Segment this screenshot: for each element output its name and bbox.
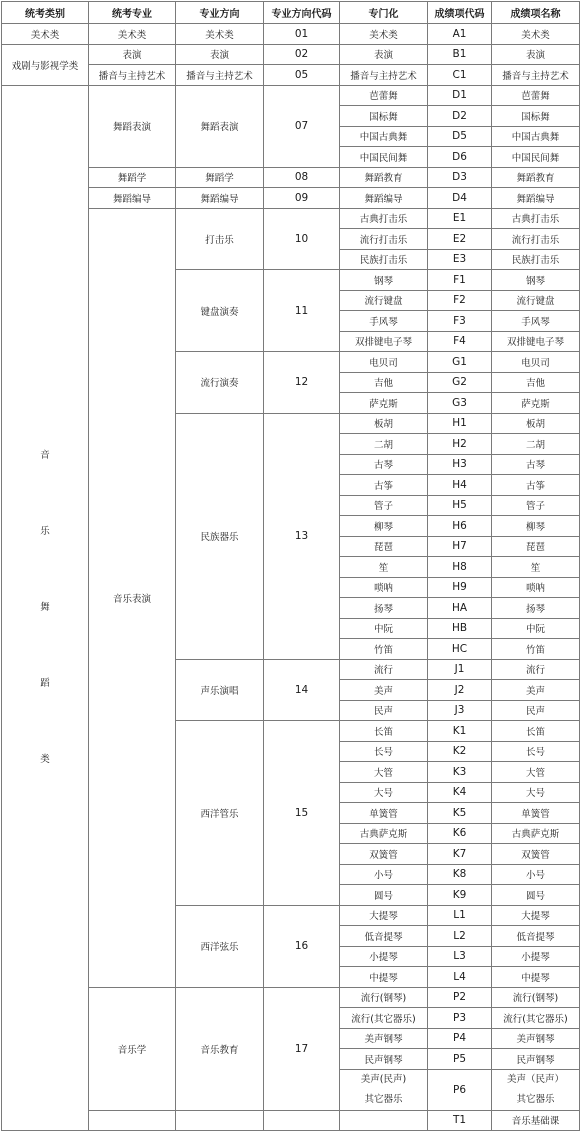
specialization-cell (340, 1110, 428, 1131)
specialization-cell: 国标舞 (340, 106, 428, 127)
score-code-cell: L1 (428, 905, 492, 926)
score-name-cell: 流行打击乐 (492, 229, 580, 250)
category-cell: 美术类 (2, 24, 89, 45)
score-code-cell: G3 (428, 393, 492, 414)
direction-code-cell: 05 (264, 65, 340, 86)
header-specialization: 专门化 (340, 2, 428, 24)
direction-cell: 播音与主持艺术 (176, 65, 264, 86)
score-code-cell: C1 (428, 65, 492, 86)
score-code-cell: HC (428, 639, 492, 660)
table-body (2, 24, 580, 1131)
direction-cell: 打击乐 (176, 208, 264, 270)
score-code-cell: F1 (428, 270, 492, 291)
table-row (2, 65, 580, 86)
score-name-cell: 扬琴 (492, 598, 580, 619)
specialization-cell: 双排键电子琴 (340, 331, 428, 352)
major-cell: 音乐表演 (89, 208, 176, 987)
specialization-cell: 美术类 (340, 24, 428, 45)
score-code-cell: E1 (428, 208, 492, 229)
score-name-cell: 民声钢琴 (492, 1049, 580, 1070)
specialization-line: 其它器乐 (364, 1093, 403, 1105)
direction-code-cell: 07 (264, 85, 340, 167)
score-name-cell: 吉他 (492, 372, 580, 393)
direction-cell: 声乐演唱 (176, 659, 264, 721)
score-code-cell: P5 (428, 1049, 492, 1070)
score-name-cell: 小提琴 (492, 946, 580, 967)
specialization-cell: 小号 (340, 864, 428, 885)
score-code-cell: H8 (428, 557, 492, 578)
category-cell (2, 85, 89, 1131)
specialization-cell: 萨克斯 (340, 393, 428, 414)
score-name-cell: 流行 (492, 659, 580, 680)
specialization-cell: 唢呐 (340, 577, 428, 598)
direction-cell: 音乐教育 (176, 987, 264, 1110)
direction-code-cell: 15 (264, 721, 340, 906)
score-name-cell: 芭蕾舞 (492, 85, 580, 106)
score-code-cell: L2 (428, 926, 492, 947)
header-score-name: 成绩项名称 (492, 2, 580, 24)
specialization-cell: 大提琴 (340, 905, 428, 926)
score-name-cell: 萨克斯 (492, 393, 580, 414)
specialization-cell: 吉他 (340, 372, 428, 393)
score-name-cell: 管子 (492, 495, 580, 516)
score-code-cell: H3 (428, 454, 492, 475)
specialization-cell: 播音与主持艺术 (340, 65, 428, 86)
specialization-cell: 舞蹈教育 (340, 167, 428, 188)
score-code-cell: K4 (428, 782, 492, 803)
score-code-cell: P2 (428, 987, 492, 1008)
score-name-cell: 单簧管 (492, 803, 580, 824)
major-cell: 舞蹈编导 (89, 188, 176, 209)
score-code-cell: B1 (428, 44, 492, 65)
specialization-cell: 流行(钢琴) (340, 987, 428, 1008)
direction-cell: 舞蹈编导 (176, 188, 264, 209)
major-cell (89, 1110, 176, 1131)
direction-cell: 美术类 (176, 24, 264, 45)
header-row (2, 2, 580, 24)
score-code-cell: K5 (428, 803, 492, 824)
score-name-cell: 钢琴 (492, 270, 580, 291)
score-name-cell: 中阮 (492, 618, 580, 639)
score-code-cell: K2 (428, 741, 492, 762)
specialization-cell: 长号 (340, 741, 428, 762)
score-name-cell: 古典打击乐 (492, 208, 580, 229)
score-code-cell: D1 (428, 85, 492, 106)
score-code-cell: H5 (428, 495, 492, 516)
score-code-cell: F3 (428, 311, 492, 332)
major-cell: 美术类 (89, 24, 176, 45)
category-char: 类 (40, 753, 50, 765)
specialization-cell: 流行 (340, 659, 428, 680)
score-name-cell: 圆号 (492, 885, 580, 906)
score-name-cell: 音乐基础课 (492, 1110, 580, 1131)
specialization-cell: 长笛 (340, 721, 428, 742)
score-code-cell: T1 (428, 1110, 492, 1131)
specialization-cell: 美声 (340, 680, 428, 701)
score-name-line: 其它器乐 (516, 1093, 555, 1105)
score-code-cell: H9 (428, 577, 492, 598)
score-name-cell: 中提琴 (492, 967, 580, 988)
score-name-cell: 双簧管 (492, 844, 580, 865)
score-code-cell: G1 (428, 352, 492, 373)
direction-code-cell: 14 (264, 659, 340, 721)
score-name-cell: 二胡 (492, 434, 580, 455)
score-code-cell: H7 (428, 536, 492, 557)
direction-cell: 西洋弦乐 (176, 905, 264, 987)
score-name-cell: 流行(其它器乐) (492, 1008, 580, 1029)
score-name-cell: 笙 (492, 557, 580, 578)
score-code-cell: J1 (428, 659, 492, 680)
direction-code-cell: 11 (264, 270, 340, 352)
score-name-cell: 古筝 (492, 475, 580, 496)
score-code-cell: D3 (428, 167, 492, 188)
score-name-cell: 播音与主持艺术 (492, 65, 580, 86)
table-row (2, 987, 580, 1008)
score-name-cell: 长号 (492, 741, 580, 762)
direction-code-cell: 02 (264, 44, 340, 65)
category-char: 音 (40, 449, 50, 461)
score-name-cell: 竹笛 (492, 639, 580, 660)
specialization-cell: 古典萨克斯 (340, 823, 428, 844)
score-code-cell: H1 (428, 413, 492, 434)
direction-code-cell: 17 (264, 987, 340, 1110)
direction-code-cell (264, 1110, 340, 1131)
score-name-cell: 民声 (492, 700, 580, 721)
score-name-cell (492, 1069, 580, 1110)
score-code-cell: K1 (428, 721, 492, 742)
score-name-cell: 舞蹈教育 (492, 167, 580, 188)
score-code-cell: D2 (428, 106, 492, 127)
specialization-cell: 低音提琴 (340, 926, 428, 947)
score-code-cell: K6 (428, 823, 492, 844)
specialization-cell: 琵琶 (340, 536, 428, 557)
specialization-cell: 中提琴 (340, 967, 428, 988)
specialization-cell: 管子 (340, 495, 428, 516)
direction-cell: 舞蹈表演 (176, 85, 264, 167)
score-code-cell: D5 (428, 126, 492, 147)
score-code-cell: P3 (428, 1008, 492, 1029)
score-name-cell: 美声 (492, 680, 580, 701)
specialization-cell: 中国古典舞 (340, 126, 428, 147)
direction-code-cell: 16 (264, 905, 340, 987)
specialization-cell: 中阮 (340, 618, 428, 639)
specialization-cell: 流行(其它器乐) (340, 1008, 428, 1029)
score-name-cell: 古琴 (492, 454, 580, 475)
specialization-cell: 舞蹈编导 (340, 188, 428, 209)
specialization-cell: 民声钢琴 (340, 1049, 428, 1070)
score-name-cell: 大号 (492, 782, 580, 803)
score-code-cell: HA (428, 598, 492, 619)
score-name-cell: 小号 (492, 864, 580, 885)
specialization-cell: 流行键盘 (340, 290, 428, 311)
score-name-cell: 美声钢琴 (492, 1028, 580, 1049)
score-name-cell: 电贝司 (492, 352, 580, 373)
score-name-cell: 美术类 (492, 24, 580, 45)
specialization-cell: 中国民间舞 (340, 147, 428, 168)
score-code-cell: K8 (428, 864, 492, 885)
category-char: 乐 (40, 525, 50, 537)
specialization-cell: 民声 (340, 700, 428, 721)
score-name-cell: 表演 (492, 44, 580, 65)
category-cell: 戏剧与影视学类 (2, 44, 89, 85)
direction-code-cell: 01 (264, 24, 340, 45)
score-name-cell: 流行(钢琴) (492, 987, 580, 1008)
specialization-cell: 圆号 (340, 885, 428, 906)
score-code-cell: L4 (428, 967, 492, 988)
score-code-cell: H2 (428, 434, 492, 455)
direction-cell (176, 1110, 264, 1131)
score-name-cell: 中国古典舞 (492, 126, 580, 147)
score-name-cell: 中国民间舞 (492, 147, 580, 168)
score-name-cell: 大管 (492, 762, 580, 783)
specialization-cell: 手风琴 (340, 311, 428, 332)
score-code-cell: HB (428, 618, 492, 639)
specialization-cell: 钢琴 (340, 270, 428, 291)
specialization-cell: 大号 (340, 782, 428, 803)
specialization-cell: 表演 (340, 44, 428, 65)
table-row (2, 44, 580, 65)
specialization-cell: 民族打击乐 (340, 249, 428, 270)
header-score-code: 成绩项代码 (428, 2, 492, 24)
score-name-line: 美声（民声） (506, 1073, 564, 1085)
major-cell: 舞蹈学 (89, 167, 176, 188)
specialization-cell: 大管 (340, 762, 428, 783)
specialization-cell: 竹笛 (340, 639, 428, 660)
specialization-cell: 双簧管 (340, 844, 428, 865)
score-name-cell: 民族打击乐 (492, 249, 580, 270)
major-cell: 播音与主持艺术 (89, 65, 176, 86)
score-name-cell: 双排键电子琴 (492, 331, 580, 352)
score-name-cell: 长笛 (492, 721, 580, 742)
score-code-cell: K3 (428, 762, 492, 783)
specialization-cell: 扬琴 (340, 598, 428, 619)
major-cell: 表演 (89, 44, 176, 65)
specialization-cell: 美声钢琴 (340, 1028, 428, 1049)
specialization-cell: 古琴 (340, 454, 428, 475)
score-name-cell: 柳琴 (492, 516, 580, 537)
score-code-cell: K9 (428, 885, 492, 906)
specialization-cell: 古典打击乐 (340, 208, 428, 229)
direction-code-cell: 13 (264, 413, 340, 659)
table-row (2, 208, 580, 229)
header-direction-code: 专业方向代码 (264, 2, 340, 24)
score-code-cell: P6 (428, 1069, 492, 1110)
direction-cell: 表演 (176, 44, 264, 65)
specialization-cell: 笙 (340, 557, 428, 578)
score-code-cell: D6 (428, 147, 492, 168)
specialization-cell: 单簧管 (340, 803, 428, 824)
score-code-cell: D4 (428, 188, 492, 209)
score-name-cell: 大提琴 (492, 905, 580, 926)
direction-code-cell: 08 (264, 167, 340, 188)
score-code-cell: H4 (428, 475, 492, 496)
score-code-cell: F2 (428, 290, 492, 311)
specialization-line: 美声(民声) (360, 1073, 407, 1085)
direction-cell: 民族器乐 (176, 413, 264, 659)
category-char: 蹈 (40, 677, 50, 689)
table-row (2, 24, 580, 45)
category-char: 舞 (40, 601, 50, 613)
specialization-cell (340, 1069, 428, 1110)
score-code-cell: K7 (428, 844, 492, 865)
score-name-cell: 舞蹈编导 (492, 188, 580, 209)
table-row (2, 167, 580, 188)
score-code-cell: A1 (428, 24, 492, 45)
score-code-cell: E2 (428, 229, 492, 250)
table-row (2, 188, 580, 209)
table-row (2, 85, 580, 106)
score-code-cell: J3 (428, 700, 492, 721)
direction-code-cell: 12 (264, 352, 340, 414)
admission-code-table (1, 1, 580, 1131)
major-cell: 舞蹈表演 (89, 85, 176, 167)
direction-cell: 流行演奏 (176, 352, 264, 414)
score-code-cell: P4 (428, 1028, 492, 1049)
score-code-cell: E3 (428, 249, 492, 270)
header-major: 统考专业 (89, 2, 176, 24)
score-name-cell: 国标舞 (492, 106, 580, 127)
specialization-cell: 芭蕾舞 (340, 85, 428, 106)
direction-cell: 舞蹈学 (176, 167, 264, 188)
score-code-cell: L3 (428, 946, 492, 967)
score-name-cell: 低音提琴 (492, 926, 580, 947)
direction-cell: 西洋管乐 (176, 721, 264, 906)
direction-code-cell: 09 (264, 188, 340, 209)
header-category: 统考类别 (2, 2, 89, 24)
major-cell: 音乐学 (89, 987, 176, 1110)
specialization-cell: 流行打击乐 (340, 229, 428, 250)
score-code-cell: J2 (428, 680, 492, 701)
score-name-cell: 手风琴 (492, 311, 580, 332)
score-code-cell: G2 (428, 372, 492, 393)
score-name-cell: 流行键盘 (492, 290, 580, 311)
score-name-cell: 板胡 (492, 413, 580, 434)
score-name-cell: 古典萨克斯 (492, 823, 580, 844)
score-name-cell: 唢呐 (492, 577, 580, 598)
score-code-cell: H6 (428, 516, 492, 537)
specialization-cell: 柳琴 (340, 516, 428, 537)
score-code-cell: F4 (428, 331, 492, 352)
table-row (2, 1110, 580, 1131)
specialization-cell: 古筝 (340, 475, 428, 496)
score-name-cell: 琵琶 (492, 536, 580, 557)
specialization-cell: 板胡 (340, 413, 428, 434)
direction-code-cell: 10 (264, 208, 340, 270)
specialization-cell: 电贝司 (340, 352, 428, 373)
header-direction: 专业方向 (176, 2, 264, 24)
direction-cell: 键盘演奏 (176, 270, 264, 352)
specialization-cell: 小提琴 (340, 946, 428, 967)
specialization-cell: 二胡 (340, 434, 428, 455)
